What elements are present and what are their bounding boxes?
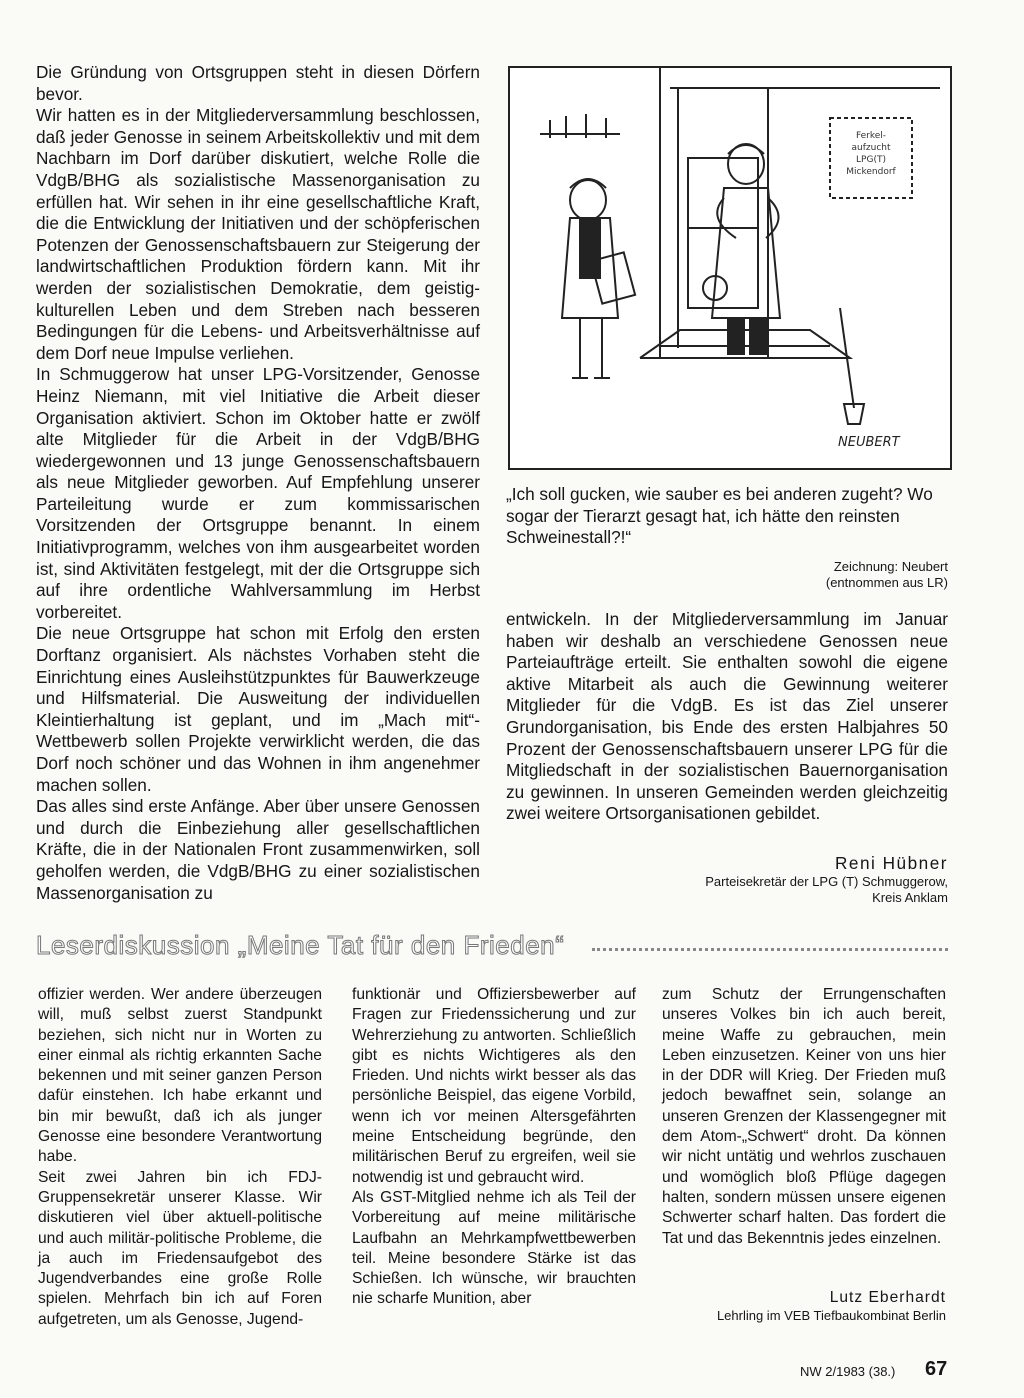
cartoon-illustration bbox=[508, 66, 952, 470]
letter-signature bbox=[662, 1288, 946, 1324]
article-signature bbox=[600, 852, 948, 906]
paragraph: Das alles sind erste Anfänge. Aber über unsere Genossen und durch die Einbeziehung aller gesellschaftlichen Kräfte, die in der Nationalen Front zusammenwirken, soll geholfen werden, die VdgB/BHG zu einer sozialistischen Massenorganisation zu bbox=[36, 796, 480, 903]
paragraph: Die Gründung von Ortsgruppen steht in diesen Dörfern bevor. bbox=[36, 62, 480, 104]
author-role: Parteisekretär der LPG (T) Schmuggerow, bbox=[705, 874, 948, 889]
section-heading bbox=[36, 930, 948, 964]
letter-column-1 bbox=[38, 985, 322, 1330]
paragraph: offizier werden. Wer andere überzeugen will, muß selbst zuerst Standpunkt beziehen, sich nicht nur in Worten zu einer einmal als richtig erkannten Sache bekennen und mit seiner ganzen Person dafür einstehen. Ich habe erkannt und bin mir bewußt, daß ich als junger Genosse eine besondere Verantwortung habe. bbox=[38, 986, 322, 1166]
paragraph: funktionär und Offiziersbewerber auf Fragen zur Friedenssicherung und zur Wehrerziehung zu antworten. Schließlich gibt es nichts Wichtigeres als den Frieden. Und nichts wirkt besser als das persönliche Beispiel, das eigene Vorbild, wenn ich vor meinen Altersgefährten meine Entscheidung begründe, den militärischen Beruf zu ergreifen, weil sie notwendig ist und gebraucht wird. bbox=[352, 986, 636, 1186]
paragraph: In Schmuggerow hat unser LPG-Vorsitzender, Genosse Heinz Niemann, mit viel Initiative die Arbeit dieser Organisation aktiviert. Schon im Oktober hatte er zwölf alte Mitglieder für die Arbeit in der VdgB/BHG wiedergewonnen und 13 junge Genossenschaftsbauern als neue Mitglieder geworben. Auf Empfehlung unserer Parteileitung wurde er zum kommissarischen Vorsitzenden der Ortsgruppe benannt. In einem Initiativprogramm, welches von ihm ausgearbeitet worden ist, sind Aktivitäten festgelegt, mit der die Ortsgruppe sich auf ihre ordentliche Wahlversammlung im Herbst vorbereitet. bbox=[36, 364, 480, 622]
letter-column-3 bbox=[662, 985, 946, 1249]
caption-quote: „Ich soll gucken, wie sauber es bei anderen zugeht? Wo sogar der Tierarzt gesagt hat, ich hätte den reinsten Schweinestall?!“ bbox=[506, 484, 933, 548]
author-name: Reni Hübner bbox=[835, 853, 948, 873]
cartoon-caption bbox=[506, 484, 948, 591]
section-title: Leserdiskussion „Meine Tat für den Frieden“ bbox=[36, 930, 565, 960]
paragraph: Die neue Ortsgruppe hat schon mit Erfolg den ersten Dorftanz organisiert. Als nächstes Vorhaben steht die Einrichtung eines Ausleihstützpunktes für Bauwerkzeuge und Hilfsmaterial. Die Ausweitung der individuellen Kleintierhaltung ist geplant, und im „Mach mit“-Wettbewerb sollen Projekte verwirklicht werden, die das Dorf noch schöner und das Wohnen in ihm angenehmer machen sollen. bbox=[36, 623, 480, 795]
author-name: Lutz Eberhardt bbox=[829, 1289, 946, 1306]
issue-info: NW 2/1983 (38.) bbox=[800, 1364, 896, 1379]
article-right-column bbox=[506, 609, 948, 825]
paragraph: Als GST-Mitglied nehme ich als Teil der Vorbereitung auf meine militärische Laufbahn an Mehrkampfwettbewerben teil. Meine besondere Stärke ist das Schießen. Ich wünsche, wir brauchten nie scharfe Munition, aber bbox=[352, 1188, 636, 1308]
paragraph: entwickeln. In der Mitgliederversammlung im Januar haben wir deshalb an verschiedene Genossen neue Parteiaufträge erteilt. Sie enthalten sowohl die eigene aktive Mitarbeit als auch die Gewinnung weiterer Mitglieder für die VdgB. Es ist das Ziel unserer Grundorganisation, bis Ende des ersten Halbjahres 50 Prozent der Genossenschaftsbauern unserer LPG für die Mitgliedschaft in der sozialistischen Bauernorganisation zu gewinnen. In unseren Gemeinden werden gleichzeitig zwei weitere Ortsorganisationen gebildet. bbox=[506, 609, 948, 824]
author-role: Lehrling im VEB Tiefbaukombinat Berlin bbox=[716, 1308, 946, 1323]
artist-signature: NEUBERT bbox=[838, 435, 900, 450]
credit-line: Zeichnung: Neubert bbox=[833, 558, 948, 574]
letter-column-2 bbox=[352, 985, 636, 1310]
page-number: 67 bbox=[925, 1358, 948, 1380]
author-location: Kreis Anklam bbox=[872, 890, 948, 905]
paragraph: Seit zwei Jahren bin ich FDJ-Gruppensekretär unserer Klasse. Wir diskutieren viel über aktuell-politische und auch militär-politische Probleme, die ja auch im Friedensaufgebot des Jugendverbandes eine große Rolle spielen. Mehrfach bin ich auf Foren aufgetreten, um als Genosse, Jugend- bbox=[38, 1168, 322, 1328]
paragraph: zum Schutz der Errungenschaften unseres Volkes bin ich auch bereit, meine Waffe zu gebrauchen, mein Leben einzusetzen. Keiner von uns hier in der DDR will Krieg. Der Frieden muß jedoch bewaffnet sein, solange an unseren Grenzen der Klassengegner mit dem Atom-„Schwert“ droht. Da können wir nicht untätig und wehrlos zuschauen und womöglich bloß Pflüge dagegen halten, sondern müssen unsere eigenen Schwerter scharf halten. Das fordert die Tat und das Bekenntnis jedes einzelnen. bbox=[662, 986, 946, 1247]
section-rule bbox=[592, 948, 948, 951]
article-left-column bbox=[36, 62, 480, 904]
sign-text: Ferkel-aufzucht LPG(T) Mickendorf bbox=[846, 131, 896, 177]
credit-line: (entnommen aus LR) bbox=[825, 574, 948, 590]
paragraph: Wir hatten es in der Mitgliederversammlung beschlossen, daß jeder Genosse in seinem Arbeitskollektiv und mit dem Nachbarn im Dorf darüber diskutiert, welche Rolle die VdgB/BHG als sozialistische Massenorganisation zu erfüllen hat. Wir sehen in ihr eine gesellschaftliche Kraft, die die Entwicklung der Initiativen und der schöpferischen Potenzen der Genossenschaftsbauern zur Steigerung der landwirtschaftlichen Produktion fördern kann. Mit ihr werden der sozialistischen Demokratie, dem geistig-kulturellen Leben und dem Streben nach besseren Bedingungen für die Lebens- und Arbeitsverhältnisse auf dem Dorf neue Impulse verliehen. bbox=[36, 105, 480, 363]
cartoon-credit bbox=[506, 559, 948, 591]
cartoon-drawing bbox=[510, 68, 950, 468]
